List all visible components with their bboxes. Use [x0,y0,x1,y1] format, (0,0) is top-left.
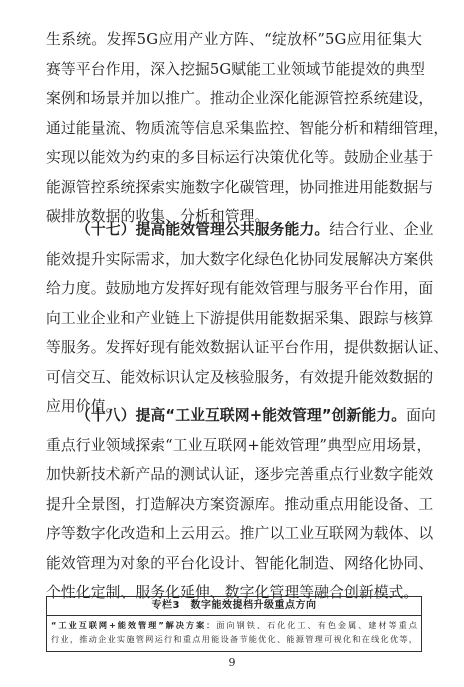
page-number: 9 [228,656,236,669]
text-line: 给力度。鼓励地方发挥好现有能效管理与服务平台作用，面 [46,280,434,297]
section-18-first-text: 面向 [406,407,436,424]
text-line: 能效提升实际需求，加大数字化绿色化协同发展解决方案供 [46,250,434,268]
paragraph-continuation [46,25,449,232]
feature-box-title: 专栏3 数字能效提档升级重点方向 [47,597,421,616]
feature-box [46,596,422,652]
section-17-first-text: 结合行业、企业 [329,221,434,238]
text-line: 等服务。发挥好现有能效数据认证平台作用，提供数据认证、 [46,339,449,356]
feature-box-line: 行业，推动企业实施管网运行和重点用能设备节能优化、能源管理可视化和在线化优等， [51,634,417,644]
feature-box-label: “工业互联网+能效管理”解决方案： [51,620,217,630]
text-line: 能源管控系统探索实施数字化碳管理，协同推进用能数据与 [46,178,434,196]
text-line: 个性化定制、服务化延伸、数字化管理等融合创新模式。 [46,584,419,601]
text-line: 序等数字化改造和上云用云。推广以工业互联网为载体、以 [46,525,434,542]
text-line: 可信交互、能效标识认定及核验服务，有效提升能效数据的 [46,368,434,386]
feature-box-line [51,618,417,632]
text-line: 通过能量流、物质流等信息采集监控、智能分析和精细管理， [46,119,449,137]
section-18-heading: （十八）提高“工业互联网+能效管理”创新能力。 [76,407,407,424]
text-line: 案例和场景并加以推广。推动企业深化能源管控系统建设， [46,90,434,107]
section-18 [46,401,436,608]
section-17 [46,215,449,422]
section-17-first-line [46,215,434,245]
text-line: 实现以能效为约束的多目标运行决策优化等。鼓励企业基于 [46,149,434,166]
text-line: 碳排放数据的收集、分析和管理。 [46,208,270,225]
text-line: 生系统。发挥5G应用产业方阵、“绽放杯”5G应用征集大 [46,31,422,48]
feature-box-text: 面向钢铁、石化化工、有色金属、建材等重点 [216,620,417,630]
feature-box-body [47,616,421,646]
text-line: 提升全景图，打造解决方案资源库。推动重点用能设备、工 [46,495,434,513]
text-line: 能效管理为对象的平台化设计、智能化制造、网络化协同、 [46,554,434,572]
section-18-first-line [46,401,436,431]
text-line: 应用价值。 [46,398,121,415]
text-line: 重点行业领域探索“工业互联网+能效管理”典型应用场景， [46,436,432,454]
text-line: 向工业企业和产业链上下游提供用能数据采集、跟踪与核算 [46,309,434,327]
section-17-heading: （十七）提高能效管理公共服务能力。 [76,221,330,238]
text-line: 赛等平台作用，深入挖掘5G赋能工业领域节能提效的典型 [46,60,425,78]
text-line: 加快新技术新产品的测试认证，逐步完善重点行业数字能效 [46,466,434,483]
